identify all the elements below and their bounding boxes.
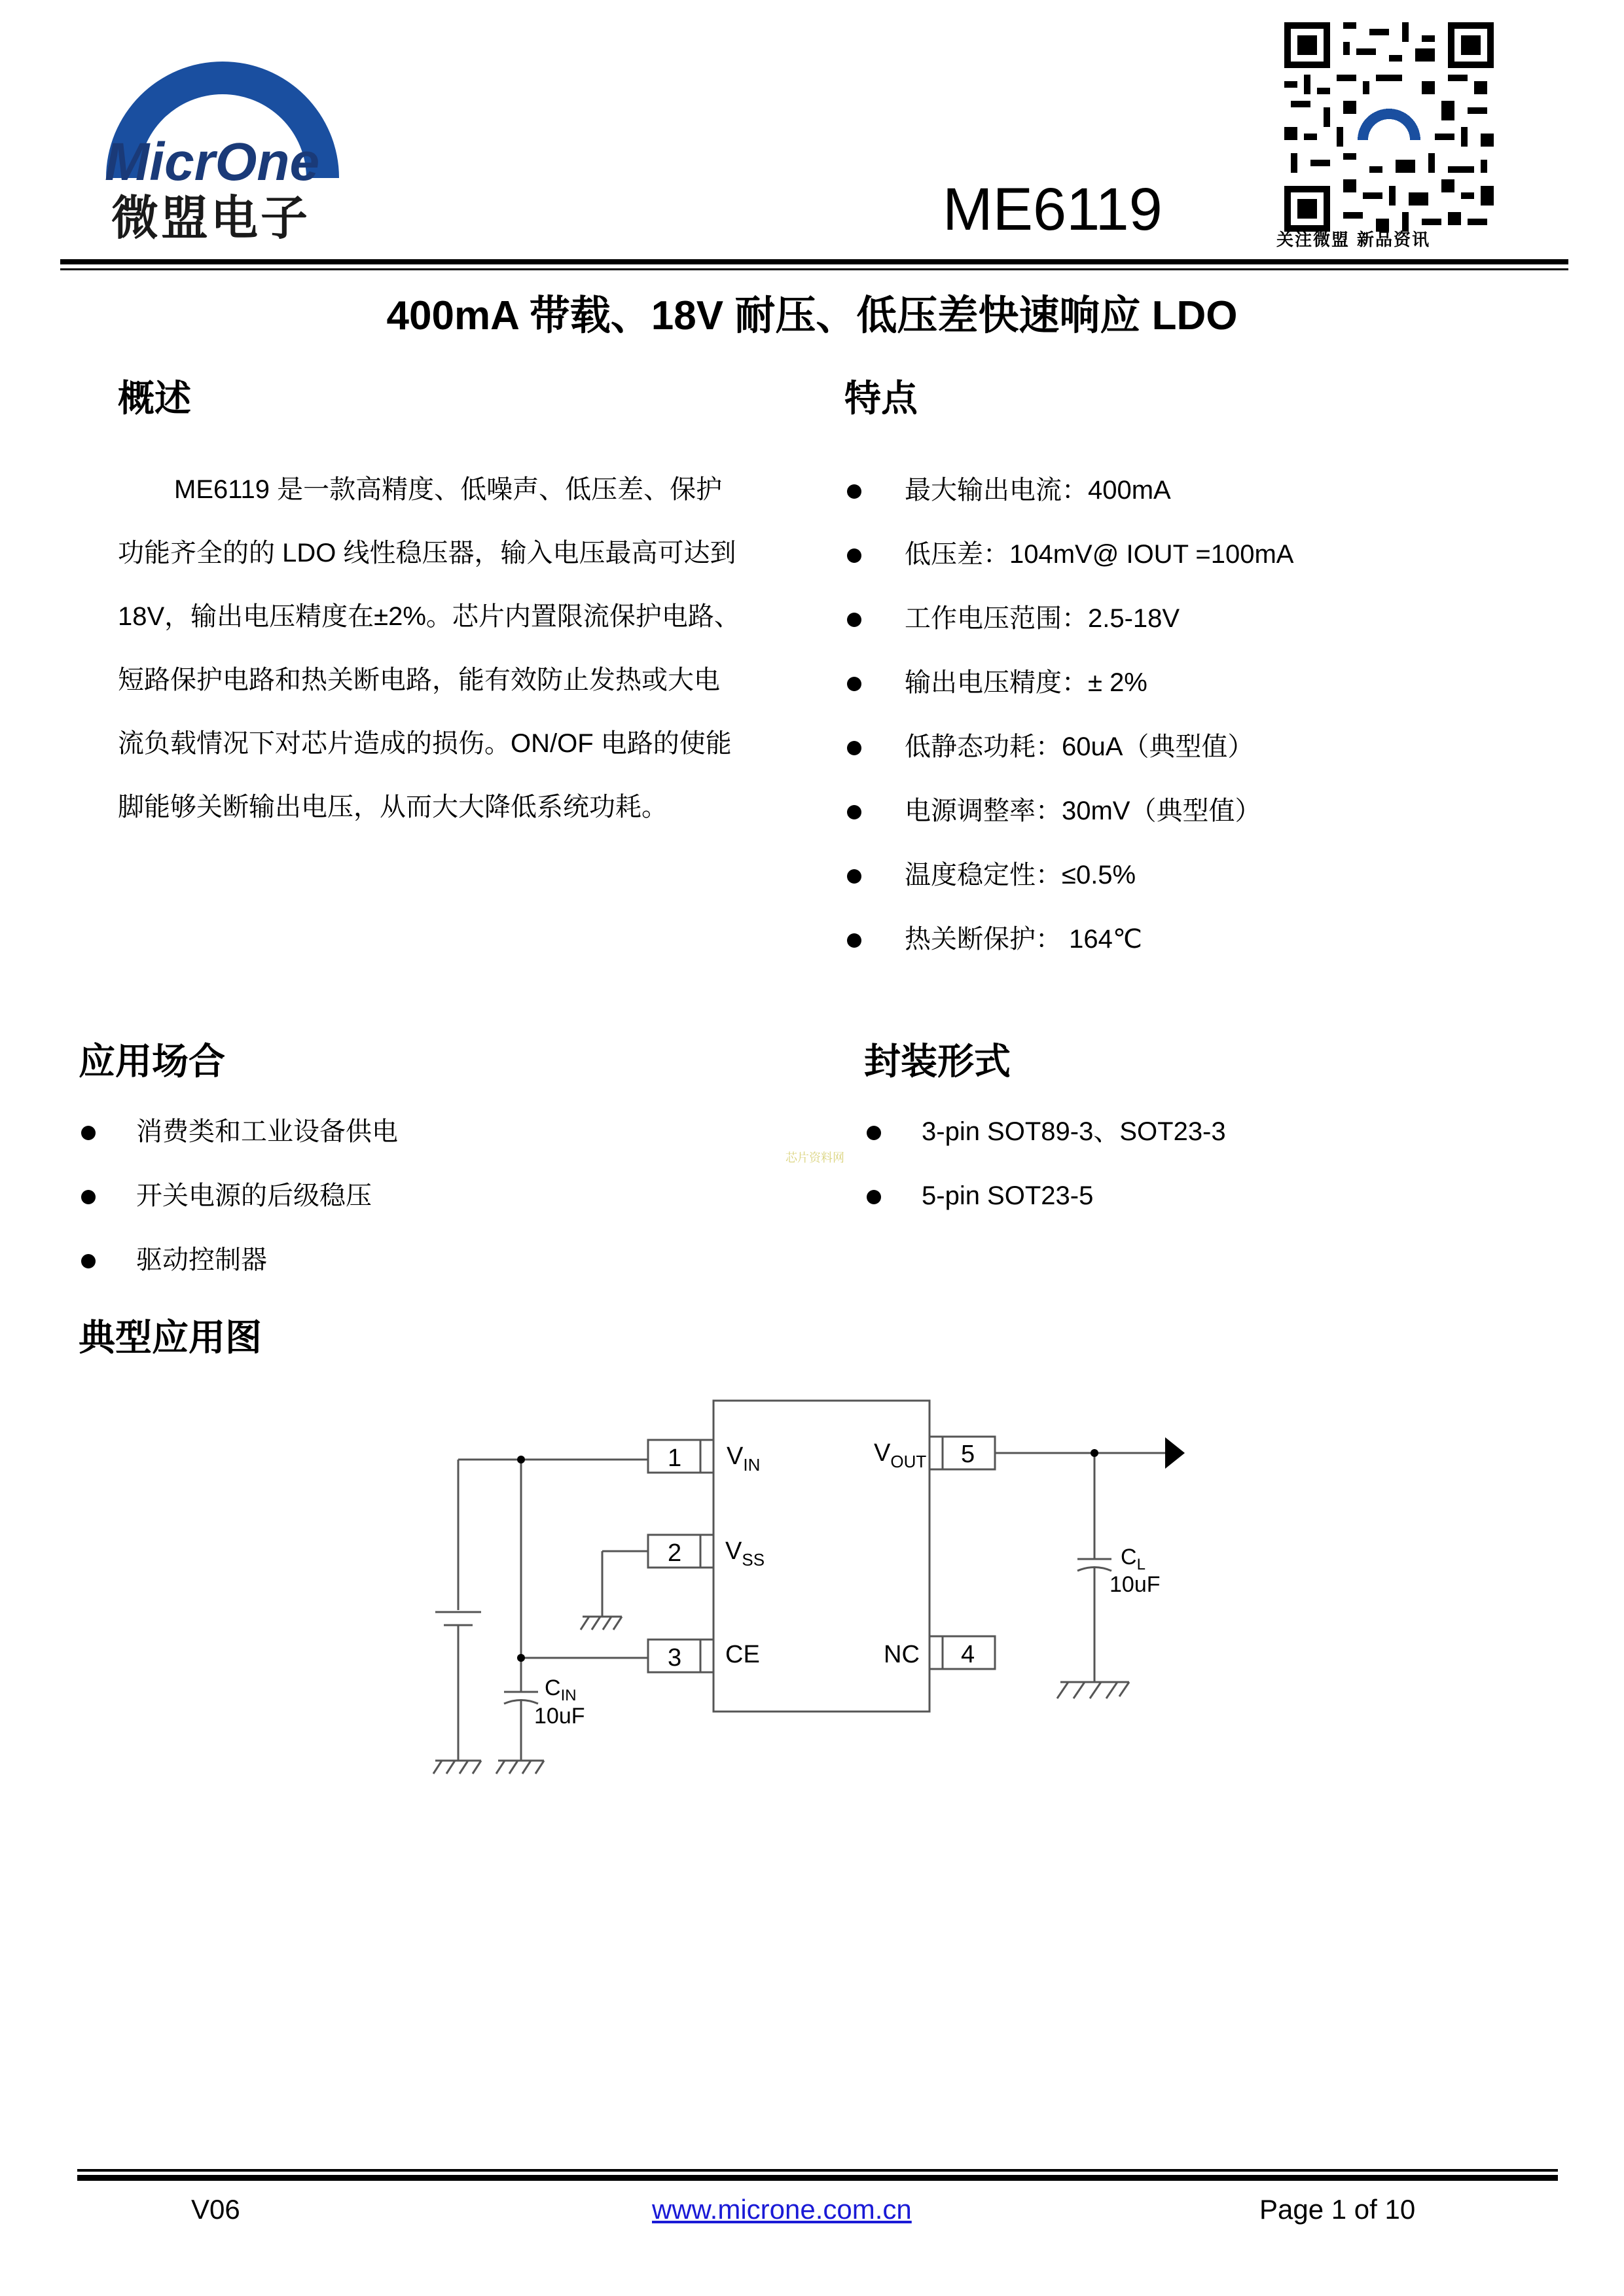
header-rule-thick	[60, 259, 1568, 264]
list-item: 开关电源的后级稳压	[79, 1164, 733, 1228]
pin-number: 2	[668, 1539, 682, 1567]
footer-rule-thick	[77, 2175, 1558, 2181]
part-number: ME6119	[943, 176, 1163, 243]
pin-number: 3	[668, 1644, 682, 1672]
list-item: 5-pin SOT23-5	[864, 1164, 1519, 1228]
bullet-icon	[81, 1126, 96, 1140]
cin-label: $C_{IN}$	[545, 1676, 577, 1704]
overview-line: 脚能够关断输出电压，从而大大降低系统功耗。	[118, 793, 668, 821]
microne-logo	[98, 26, 347, 242]
footer-rule-thin	[77, 2169, 1558, 2172]
bullet-icon	[867, 1190, 881, 1204]
watermark: 芯片资料网	[785, 1151, 844, 1164]
list-item: 驱动控制器	[79, 1228, 733, 1292]
logo-text: MicrOne	[105, 132, 320, 192]
pin-name-vss: $V_{SS}$	[725, 1537, 765, 1570]
qr-caption: 关注微盟 新品资讯	[1276, 230, 1431, 250]
bullet-icon	[81, 1254, 96, 1268]
overview-paragraph	[118, 458, 792, 839]
features-heading: 特点	[844, 378, 918, 420]
typical-app-heading: 典型应用图	[79, 1317, 262, 1359]
list-item: 输出电压精度：± 2%	[844, 651, 1564, 715]
list-item: 最大输出电流：400mA	[844, 458, 1564, 522]
output-arrow-icon	[1165, 1437, 1185, 1469]
header-rule-thin	[60, 268, 1568, 270]
bullet-icon	[847, 933, 861, 948]
junction-dot	[517, 1456, 525, 1463]
packages-list	[864, 1100, 1519, 1228]
ground-icon	[581, 1617, 622, 1630]
overview-line: ME6119 是一款高精度、低噪声、低压差、保护	[174, 475, 723, 504]
list-item: 工作电压范围：2.5-18V	[844, 586, 1564, 651]
pin-number: 1	[668, 1444, 682, 1472]
footer-page-number: Page 1 of 10	[1259, 2194, 1416, 2225]
overview-line: 短路保护电路和热关断电路，能有效防止发热或大电	[118, 666, 720, 694]
junction-dot	[1091, 1449, 1098, 1457]
footer-version: V06	[191, 2194, 240, 2225]
bullet-icon	[847, 613, 861, 627]
bullet-icon	[847, 548, 861, 563]
logo-cn-text: 微盟电子	[111, 190, 311, 242]
overview-heading: 概述	[118, 378, 191, 420]
list-item: 电源调整率：30mV（典型值）	[844, 779, 1564, 843]
bullet-icon	[847, 805, 861, 819]
overview-line: 18V，输出电压精度在±2%。芯片内置限流保护电路、	[118, 602, 740, 631]
pin-name-nc: NC	[884, 1641, 920, 1668]
overview-line: 流负载情况下对芯片造成的损伤。ON/OF 电路的使能	[118, 729, 732, 758]
pin-name-vin: $V_{IN}$	[727, 1443, 761, 1475]
bullet-icon	[847, 869, 861, 884]
junction-dot	[517, 1654, 525, 1662]
cl-value: 10uF	[1110, 1572, 1161, 1597]
bullet-icon	[867, 1126, 881, 1140]
list-item: 热关断保护： 164℃	[844, 907, 1564, 971]
applications-list	[79, 1100, 733, 1292]
list-item: 3-pin SOT89-3、SOT23-3	[864, 1100, 1519, 1164]
packages-heading: 封装形式	[864, 1041, 1011, 1083]
typical-application-schematic	[406, 1388, 1218, 1793]
bullet-icon	[81, 1190, 96, 1204]
cin-value: 10uF	[534, 1704, 585, 1729]
list-item: 低压差：104mV@ IOUT =100mA	[844, 522, 1564, 586]
footer-website-link[interactable]: www.microne.com.cn	[652, 2194, 912, 2225]
qr-code	[1284, 22, 1494, 232]
ground-icon	[496, 1761, 544, 1774]
features-list	[844, 458, 1564, 971]
ground-icon	[1057, 1682, 1129, 1698]
bullet-icon	[847, 677, 861, 691]
overview-line: 功能齐全的的 LDO 线性稳压器，输入电压最高可达到	[118, 539, 736, 567]
bullet-icon	[847, 484, 861, 499]
pin-name-ce: CE	[725, 1641, 760, 1668]
ground-icon	[433, 1761, 481, 1774]
document-title: 400mA 带载、18V 耐压、低压差快速响应 LDO	[386, 293, 1238, 338]
cl-label: $C_L$	[1121, 1545, 1146, 1573]
applications-heading: 应用场合	[79, 1041, 225, 1083]
list-item: 消费类和工业设备供电	[79, 1100, 733, 1164]
pin-number: 5	[961, 1441, 975, 1468]
list-item: 低静态功耗：60uA（典型值）	[844, 715, 1564, 779]
list-item: 温度稳定性：≤0.5%	[844, 843, 1564, 907]
pin-name-vout: $V_{OUT}$	[874, 1439, 927, 1471]
pin-number: 4	[961, 1641, 975, 1668]
bullet-icon	[847, 741, 861, 755]
